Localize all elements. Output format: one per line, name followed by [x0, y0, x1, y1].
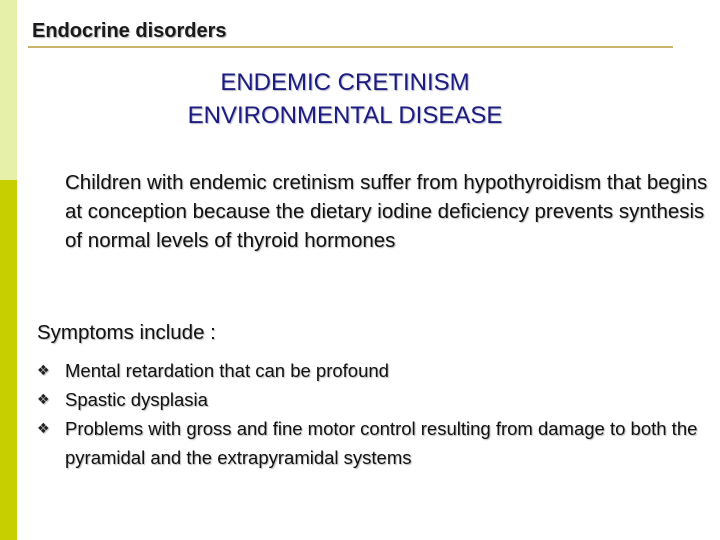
- list-item: [37, 385, 707, 414]
- slide-title: [100, 66, 590, 132]
- intro-paragraph: Children with endemic cretinism suffer from hypothyroidism that begins at conception because the dietary iodine deficiency prevents synthesis of normal levels of thyroid hormones: [65, 171, 708, 252]
- slide-title-line-2: ENVIRONMENTAL DISEASE: [187, 102, 503, 129]
- header-title: Endocrine disorders: [32, 20, 227, 42]
- list-item: [37, 356, 707, 385]
- diamond-bullet-icon: ❖: [37, 362, 50, 378]
- list-item-text: Spastic dysplasia: [65, 389, 208, 410]
- list-item: [37, 414, 707, 472]
- symptoms-heading: Symptoms include :: [37, 321, 216, 344]
- slide-title-line-1: ENDEMIC CRETINISM: [220, 69, 470, 96]
- header-divider: [28, 46, 673, 48]
- list-item-text: Problems with gross and fine motor control resulting from damage to both the pyramidal and the extrapyramidal systems: [65, 418, 698, 468]
- list-item-text: Mental retardation that can be profound: [65, 360, 389, 381]
- symptom-list: [37, 356, 707, 472]
- diamond-bullet-icon: ❖: [37, 420, 50, 436]
- left-accent-bar-top: [0, 0, 17, 180]
- diamond-bullet-icon: ❖: [37, 391, 50, 407]
- left-accent-bar-bottom: [0, 180, 17, 540]
